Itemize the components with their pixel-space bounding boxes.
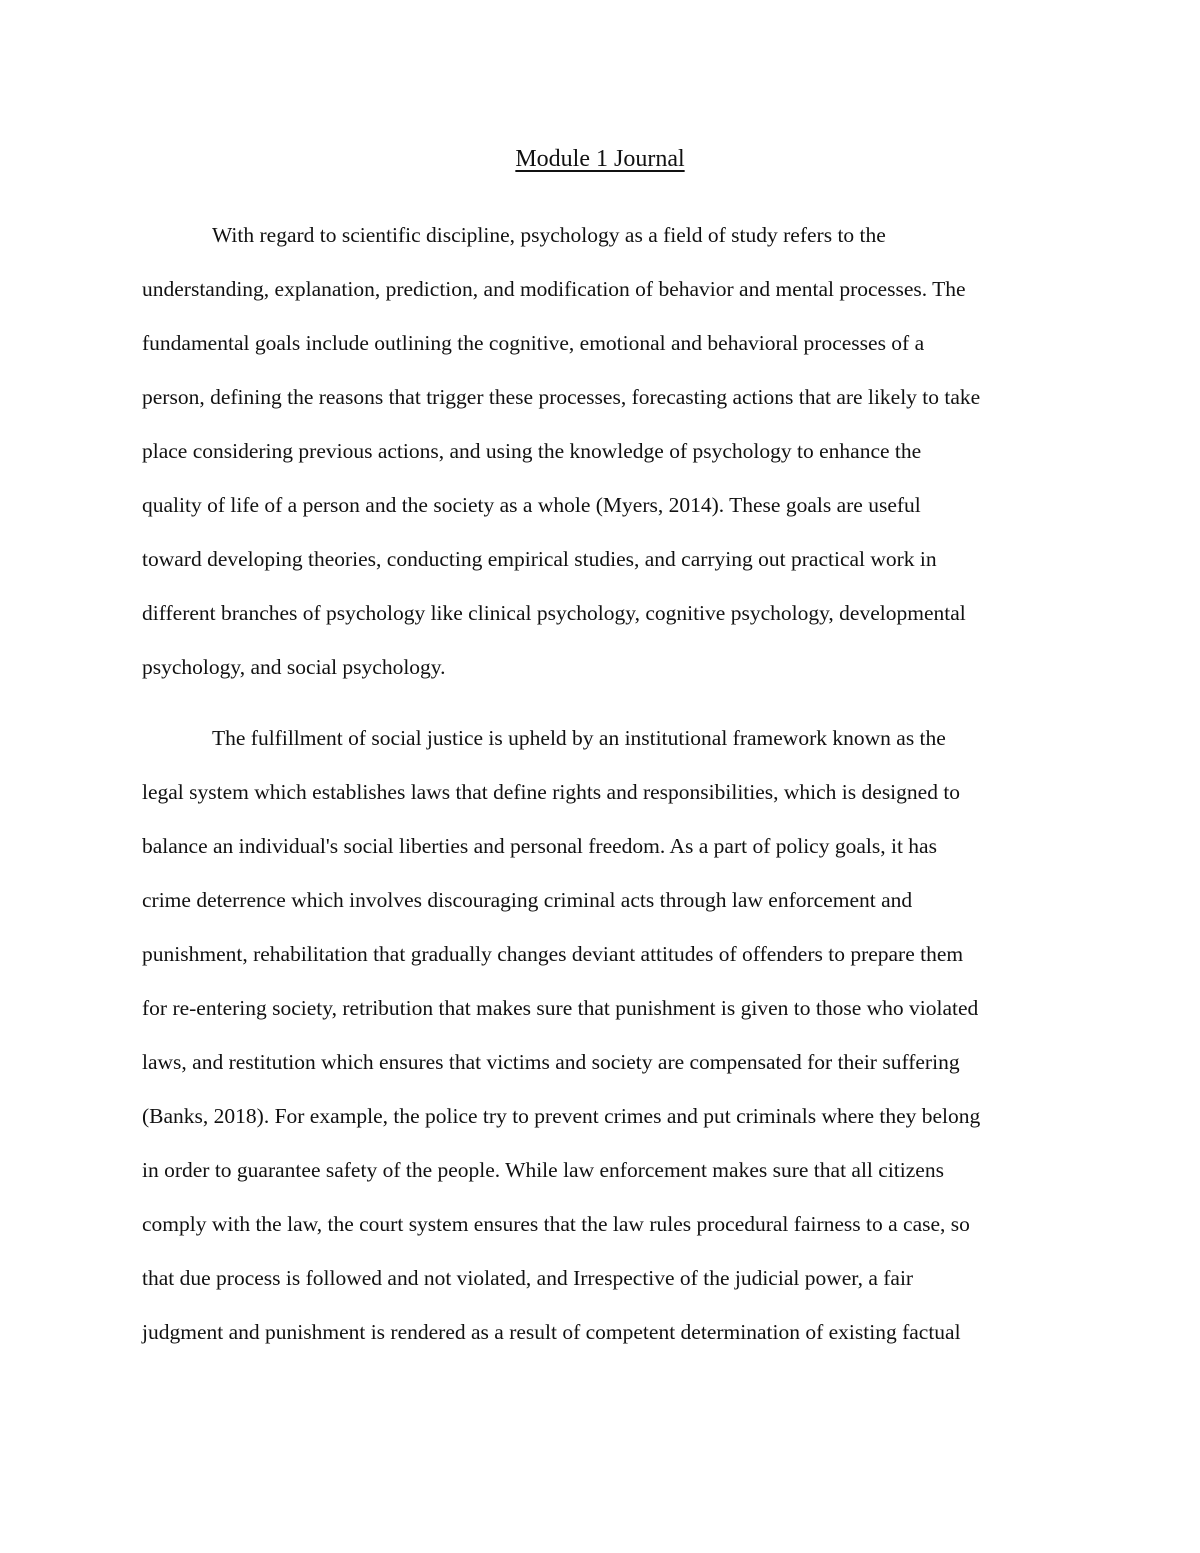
paragraph-line: for re-entering society, retribution that makes sure that punishment is given to those who violated — [142, 996, 979, 1020]
paragraph-line: punishment, rehabilitation that gradually changes deviant attitudes of offenders to prepare them — [142, 942, 964, 966]
paragraph-line: that due process is followed and not violated, and Irrespective of the judicial power, a fair — [142, 1266, 914, 1290]
paragraph-line: crime deterrence which involves discouraging criminal acts through law enforcement and — [142, 888, 913, 912]
paragraph-line: balance an individual's social liberties and personal freedom. As a part of policy goals, it has — [142, 834, 937, 858]
paragraph-line: understanding, explanation, prediction, and modification of behavior and mental processes. The — [142, 277, 966, 301]
paragraph-line: The fulfillment of social justice is upheld by an institutional framework known as the — [212, 726, 946, 750]
paragraph-line: place considering previous actions, and using the knowledge of psychology to enhance the — [142, 439, 922, 463]
paragraph-line: in order to guarantee safety of the people. While law enforcement makes sure that all citizens — [142, 1158, 944, 1182]
paragraph-line: (Banks, 2018). For example, the police try to prevent crimes and put criminals where they belong — [142, 1104, 981, 1128]
paragraph-psychology-goals — [142, 208, 1062, 694]
paragraph-line: comply with the law, the court system ensures that the law rules procedural fairness to a case, so — [142, 1212, 970, 1236]
paragraph-line: psychology, and social psychology. — [142, 655, 446, 679]
paragraph-line: person, defining the reasons that trigger these processes, forecasting actions that are likely to take — [142, 385, 981, 409]
document-title: Module 1 Journal — [515, 146, 685, 172]
paragraph-line: With regard to scientific discipline, psychology as a field of study refers to the — [212, 223, 886, 247]
paragraph-line: quality of life of a person and the society as a whole (Myers, 2014). These goals are useful — [142, 493, 921, 517]
paragraph-line: judgment and punishment is rendered as a result of competent determination of existing factual — [142, 1320, 961, 1344]
paragraph-line: different branches of psychology like clinical psychology, cognitive psychology, developmental — [142, 601, 966, 625]
paragraph-line: fundamental goals include outlining the cognitive, emotional and behavioral processes of a — [142, 331, 925, 355]
paragraph-line: laws, and restitution which ensures that victims and society are compensated for their suffering — [142, 1050, 960, 1074]
paragraph-line: legal system which establishes laws that define rights and responsibilities, which is designed to — [142, 780, 961, 804]
paragraph-legal-system — [142, 711, 1062, 1359]
paragraph-line: toward developing theories, conducting empirical studies, and carrying out practical work in — [142, 547, 937, 571]
